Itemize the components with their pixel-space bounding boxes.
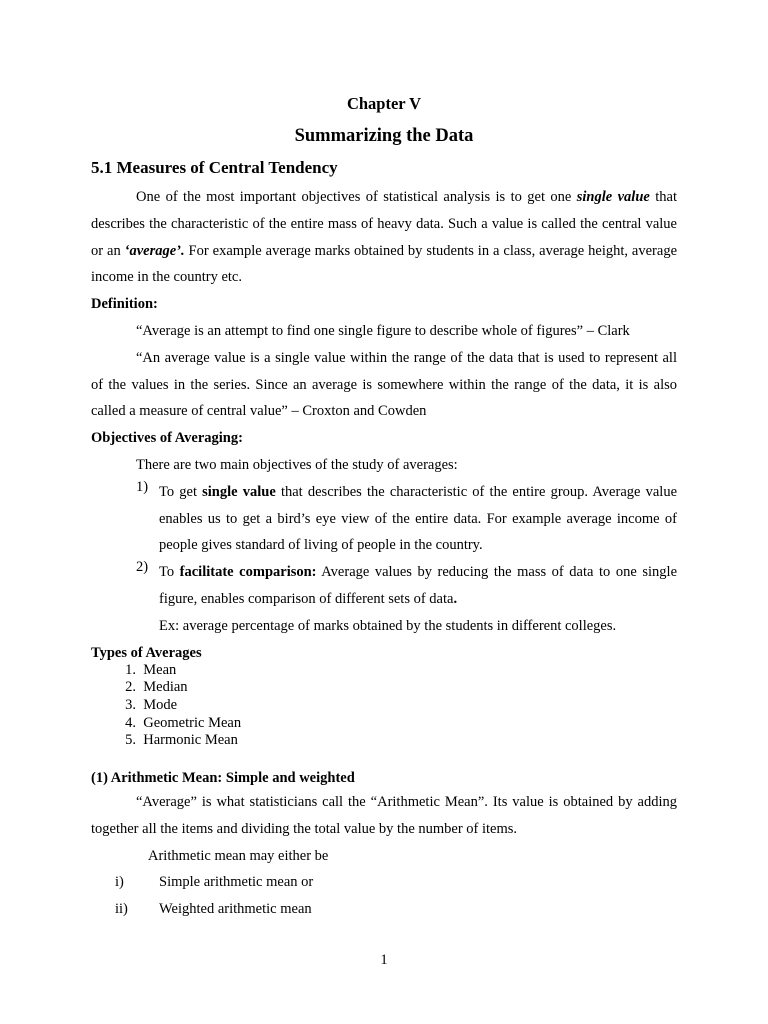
list-item: 2. Median [125,679,188,696]
intro-paragraph: One of the most important objectives of statistical analysis is to get one single value that describes the characteristic of the entire mass of heavy data. Such a value is called the central value or an ‘average’. For example average marks obtained by students in a class, average height, average income in the country etc. [91,189,678,286]
objectives-heading: Objectives of Averaging: [91,430,243,447]
arithmetic-mean-either: Arithmetic mean may either be [148,847,329,864]
list-item: 1. Mean [125,661,177,678]
objective-item-1 [91,479,677,559]
document-body [91,184,677,923]
page-title: Summarizing the Data [294,126,474,146]
arithmetic-option-1: i) Simple arithmetic mean or [115,874,314,891]
page-number: 1 [380,952,388,968]
objective-item-2 [91,559,677,613]
objective-text: To facilitate comparison: Average values by reducing the mass of data to one single figure, enables comparison of different sets of data. [159,564,677,607]
arithmetic-mean-heading: (1) Arithmetic Mean: Simple and weighted [91,770,355,787]
objectives-intro: There are two main objectives of the study of averages: [136,456,458,473]
single-value-emphasis: single value [576,189,650,205]
arithmetic-option-2: ii) Weighted arithmetic mean [115,901,312,918]
objective-number: 2) [136,559,149,576]
types-heading: Types of Averages [91,644,202,661]
objective-number: 1) [136,478,149,495]
document-page [91,0,677,1024]
section-heading: 5.1 Measures of Central Tendency [91,158,338,177]
types-list [91,662,677,751]
objective-text: To get single value that describes the characteristic of the entire group. Average value enables us to get a bird’s eye view of the entire data. For example average income of people gives standard of living of people in the country. [159,483,678,554]
average-emphasis: ‘average’. [124,242,185,259]
objective-example: Ex: average percentage of marks obtained by the students in different colleges. [159,617,617,634]
chapter-label: Chapter V [346,94,422,113]
arithmetic-mean-paragraph: “Average” is what statisticians call the “Arithmetic Mean”. Its value is obtained by adding together all the items and dividing the total value by the number of items. [91,794,677,837]
list-item: 5. Harmonic Mean [125,732,238,749]
definition-heading: Definition: [91,296,158,313]
list-item: 3. Mode [125,696,178,713]
list-item: 4. Geometric Mean [125,714,242,731]
definition-quote-clark: “Average is an attempt to find one single figure to describe whole of figures” – Clark [136,322,630,339]
definition-quote-croxton: “An average value is a single value within the range of the data that is used to represent all of the values in the series. Since an average is somewhere within the range of the data, it is also called a measure of central value” – Croxton and Cowden [91,349,677,420]
